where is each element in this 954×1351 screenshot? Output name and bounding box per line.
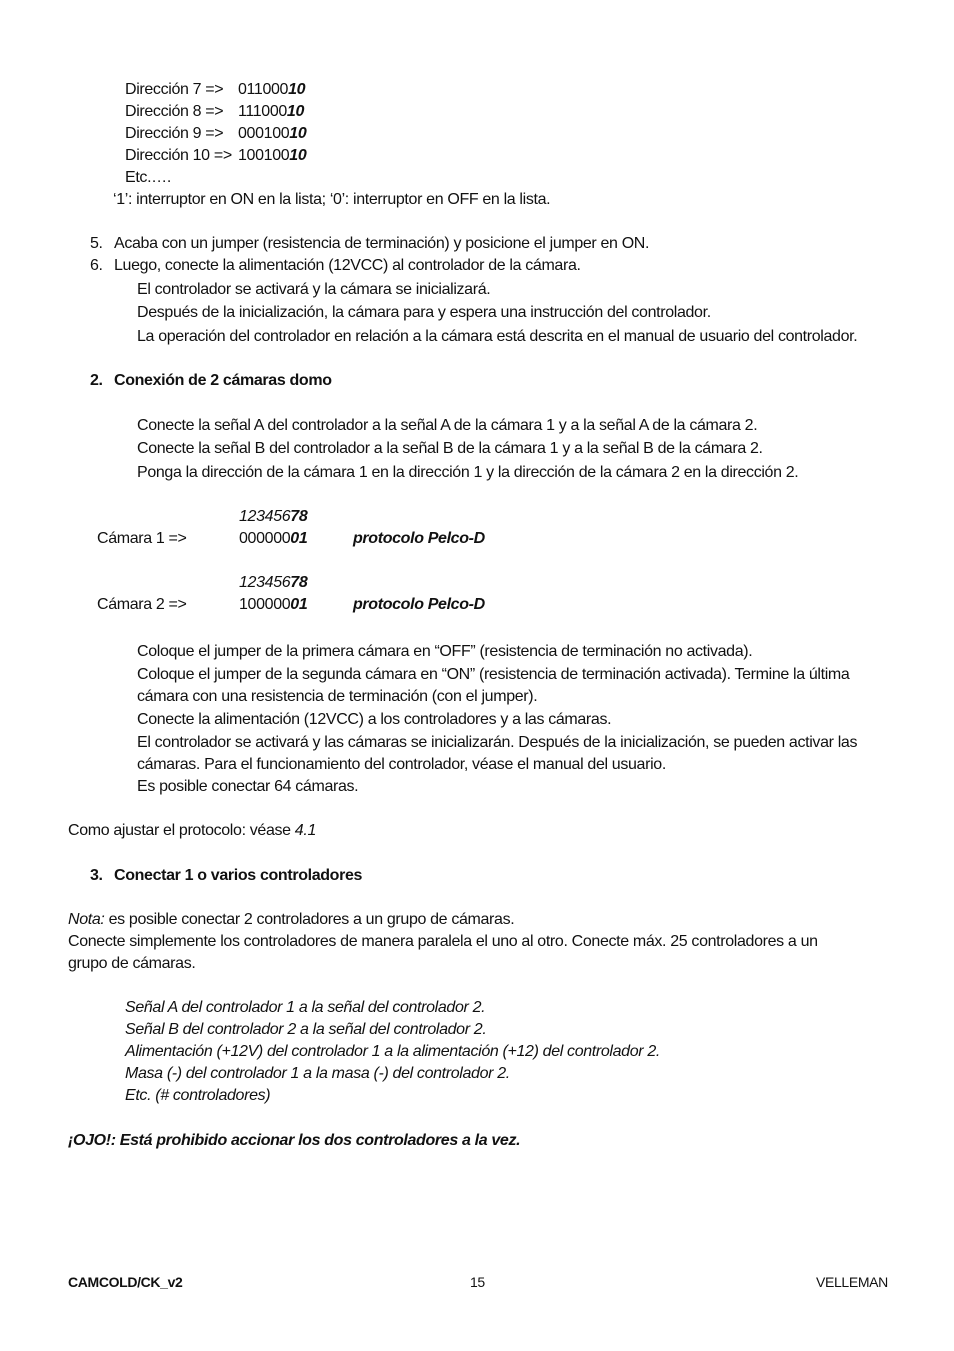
address-code-7: 01100010: [238, 81, 306, 98]
step-number-6: 6.: [90, 257, 103, 274]
step-number-5: 5.: [90, 235, 103, 252]
address-code-10: 10010010: [238, 147, 307, 164]
camera2-label: Cámara 2 =>: [97, 596, 187, 613]
connection-list-item: Señal A del controlador 1 a la señal del controlador 2.: [125, 999, 486, 1016]
camera1-bit-header: 12345678: [239, 508, 308, 525]
section2-intro-line: Conecte la señal B del controlador a la señal B de la cámara 1 y a la señal B de la cámara 2.: [137, 440, 763, 457]
section2-after-line: Coloque el jumper de la segunda cámara en “ON” (resistencia de terminación activada). Termine la última: [137, 666, 850, 683]
section3-para-line: Conecte simplemente los controladores de manera paralela el uno al otro. Conecte máx. 25 controladores a un: [68, 933, 818, 950]
section3-para-line: grupo de cámaras.: [68, 955, 196, 972]
step6-line: Después de la inicialización, la cámara para y espera una instrucción del controlador.: [137, 304, 711, 321]
footer-document-code: CAMCOLD/CK_v2: [68, 1274, 183, 1290]
camera1-label: Cámara 1 =>: [97, 530, 187, 547]
connection-list-item: Masa (-) del controlador 1 a la masa (-) del controlador 2.: [125, 1065, 510, 1082]
section3-number: 3.: [90, 867, 103, 884]
address-code-8: 11100010: [238, 103, 305, 120]
protocol-reference-link: 4.1: [294, 822, 316, 839]
section2-after-line: Coloque el jumper de la primera cámara en “OFF” (resistencia de terminación no activada).: [137, 643, 753, 660]
camera1-code: 00000001: [239, 530, 308, 547]
footer-brand: VELLEMAN: [816, 1274, 888, 1290]
camera2-bit-header: 12345678: [239, 574, 308, 591]
address-label-7: Dirección 7 =>: [125, 81, 224, 98]
warning-text: ¡OJO!: Está prohibido accionar los dos controladores a la vez.: [68, 1132, 521, 1149]
connection-list-item: Señal B del controlador 2 a la señal del controlador 2.: [125, 1021, 487, 1038]
step-text-6: Luego, conecte la alimentación (12VCC) al controlador de la cámara.: [114, 257, 581, 274]
step-text-5: Acaba con un jumper (resistencia de terminación) y posicione el jumper en ON.: [114, 235, 650, 252]
address-label-9: Dirección 9 =>: [125, 125, 224, 142]
protocol-reference: Como ajustar el protocolo: véase 4.1: [68, 822, 316, 839]
footer-page-number: 15: [470, 1274, 485, 1290]
section2-after-line: Conecte la alimentación (12VCC) a los controladores y a las cámaras.: [137, 711, 612, 728]
section2-after-line: El controlador se activará y las cámaras se inicializarán. Después de la inicialización, se pueden activar las: [137, 734, 858, 751]
section2-after-line: Es posible conectar 64 cámaras.: [137, 778, 359, 795]
camera2-code: 10000001: [239, 596, 308, 613]
connection-list-item: Etc. (# controladores): [125, 1087, 271, 1104]
camera1-protocol: protocolo Pelco-D: [353, 530, 485, 547]
section2-after-line: cámara con una resistencia de terminación (con el jumper).: [137, 688, 538, 705]
connection-list-item: Alimentación (+12V) del controlador 1 a la alimentación (+12) del controlador 2.: [125, 1043, 660, 1060]
section2-intro-line: Conecte la señal A del controlador a la señal A de la cámara 1 y a la señal A de la cámara 2.: [137, 417, 758, 434]
camera2-protocol: protocolo Pelco-D: [353, 596, 485, 613]
section2-after-line: cámaras. Para el funcionamiento del controlador, véase el manual del usuario.: [137, 756, 666, 773]
step6-line: El controlador se activará y la cámara se inicializará.: [137, 281, 491, 298]
section2-intro-line: Ponga la dirección de la cámara 1 en la dirección 1 y la dirección de la cámara 2 en la dirección 2.: [137, 464, 799, 481]
address-etc: Etc.….: [125, 169, 171, 186]
address-label-10: Dirección 10 =>: [125, 147, 232, 164]
section2-number: 2.: [90, 372, 103, 389]
step6-line: La operación del controlador en relación a la cámara está descrita en el manual de usuario del controlador.: [137, 328, 858, 345]
nota-line: Nota: es posible conectar 2 controladores a un grupo de cámaras.: [68, 911, 515, 928]
switch-note: ‘1’: interruptor en ON en la lista; ‘0’: interruptor en OFF en la lista.: [113, 191, 551, 208]
address-label-8: Dirección 8 =>: [125, 103, 224, 120]
section2-title: Conexión de 2 cámaras domo: [114, 372, 332, 389]
address-code-9: 00010010: [238, 125, 307, 142]
section3-title: Conectar 1 o varios controladores: [114, 867, 363, 884]
nota-label: Nota:: [68, 911, 105, 928]
